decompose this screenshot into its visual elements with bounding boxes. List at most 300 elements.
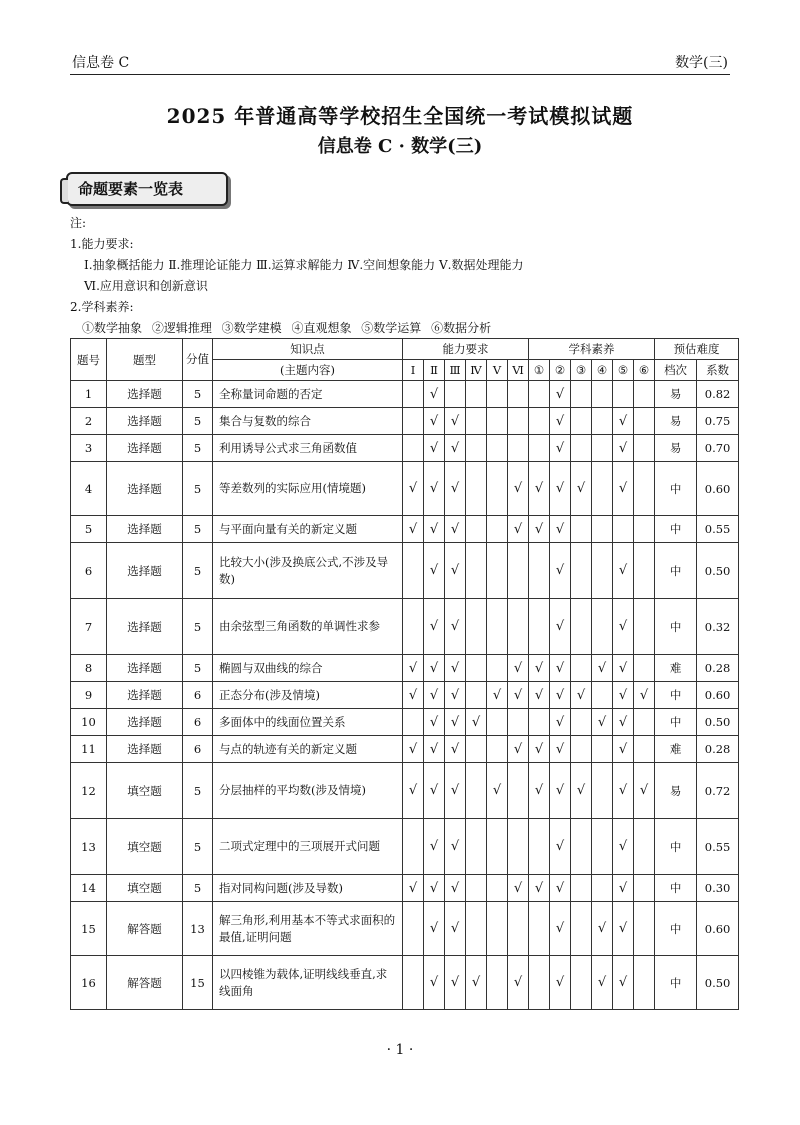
ability-cell-5: √ bbox=[487, 763, 508, 819]
knowledge-point: 二项式定理中的三项展开式问题 bbox=[213, 819, 403, 875]
table-row bbox=[71, 682, 739, 709]
difficulty-level: 易 bbox=[655, 408, 697, 435]
difficulty-level: 中 bbox=[655, 819, 697, 875]
ability-cell-2: √ bbox=[424, 682, 445, 709]
ability-cell-2: √ bbox=[424, 763, 445, 819]
literacy-cell-3 bbox=[571, 516, 592, 543]
difficulty-level: 易 bbox=[655, 763, 697, 819]
literacy-col-4: ④ bbox=[592, 360, 613, 381]
question-type: 选择题 bbox=[107, 381, 183, 408]
ability-line-1: Ⅰ.抽象概括能力 Ⅱ.推理论证能力 Ⅲ.运算求解能力 Ⅳ.空间想象能力 Ⅴ.数据处理能力 bbox=[84, 258, 524, 272]
ability-cell-1 bbox=[403, 956, 424, 1010]
col-header-type: 题型 bbox=[107, 339, 183, 381]
question-type: 选择题 bbox=[107, 516, 183, 543]
knowledge-point: 以四棱锥为载体,证明线线垂直,求线面角 bbox=[213, 956, 403, 1010]
ability-cell-5 bbox=[487, 408, 508, 435]
literacy-cell-5: √ bbox=[613, 435, 634, 462]
table-row bbox=[71, 408, 739, 435]
ability-cell-4 bbox=[466, 763, 487, 819]
literacy-cell-1: √ bbox=[529, 875, 550, 902]
literacy-cell-1: √ bbox=[529, 736, 550, 763]
literacy-cell-3 bbox=[571, 381, 592, 408]
literacy-cell-6 bbox=[634, 462, 655, 516]
literacy-cell-4 bbox=[592, 682, 613, 709]
literacy-cell-6 bbox=[634, 709, 655, 736]
literacy-cell-2: √ bbox=[550, 381, 571, 408]
ability-cell-6 bbox=[508, 902, 529, 956]
literacy-cell-4 bbox=[592, 875, 613, 902]
literacy-cell-2: √ bbox=[550, 516, 571, 543]
literacy-cell-5: √ bbox=[613, 819, 634, 875]
page-title: 2025 年普通高等学校招生全国统一考试模拟试题 bbox=[166, 104, 634, 128]
table-row bbox=[71, 516, 739, 543]
literacy-cell-4 bbox=[592, 462, 613, 516]
notes-label: 注: bbox=[70, 216, 87, 230]
ability-cell-6 bbox=[508, 763, 529, 819]
literacy-cell-4 bbox=[592, 516, 613, 543]
ability-cell-4 bbox=[466, 381, 487, 408]
question-number: 15 bbox=[71, 902, 107, 956]
ability-cell-6: √ bbox=[508, 956, 529, 1010]
ability-cell-1 bbox=[403, 381, 424, 408]
banner-label: 命题要素一览表 bbox=[78, 180, 184, 198]
ability-col-3: Ⅲ bbox=[445, 360, 466, 381]
ability-col-1: Ⅰ bbox=[403, 360, 424, 381]
question-score: 5 bbox=[183, 655, 213, 682]
difficulty-level: 易 bbox=[655, 435, 697, 462]
table-row bbox=[71, 435, 739, 462]
literacy-cell-5 bbox=[613, 516, 634, 543]
table-row bbox=[71, 819, 739, 875]
difficulty-coef: 0.28 bbox=[697, 655, 739, 682]
ability-cell-5 bbox=[487, 381, 508, 408]
knowledge-point: 与平面向量有关的新定义题 bbox=[213, 516, 403, 543]
question-type: 选择题 bbox=[107, 655, 183, 682]
question-score: 13 bbox=[183, 902, 213, 956]
ability-cell-4 bbox=[466, 516, 487, 543]
literacy-cell-2: √ bbox=[550, 408, 571, 435]
question-number: 10 bbox=[71, 709, 107, 736]
question-type: 解答题 bbox=[107, 902, 183, 956]
question-number: 2 bbox=[71, 408, 107, 435]
question-number: 11 bbox=[71, 736, 107, 763]
ability-cell-1 bbox=[403, 543, 424, 599]
question-score: 15 bbox=[183, 956, 213, 1010]
question-score: 5 bbox=[183, 381, 213, 408]
ability-cell-4 bbox=[466, 682, 487, 709]
ability-cell-6 bbox=[508, 435, 529, 462]
difficulty-coef: 0.70 bbox=[697, 435, 739, 462]
literacy-cell-4 bbox=[592, 819, 613, 875]
literacy-cell-3 bbox=[571, 902, 592, 956]
question-number: 12 bbox=[71, 763, 107, 819]
knowledge-point: 比较大小(涉及换底公式,不涉及导数) bbox=[213, 543, 403, 599]
ability-cell-4 bbox=[466, 462, 487, 516]
page-header bbox=[70, 50, 730, 75]
literacy-cell-5: √ bbox=[613, 462, 634, 516]
knowledge-point: 全称量词命题的否定 bbox=[213, 381, 403, 408]
literacy-cell-6 bbox=[634, 543, 655, 599]
ability-title: 1.能力要求: bbox=[70, 237, 134, 251]
ability-cell-5 bbox=[487, 543, 508, 599]
col-header-num: 题号 bbox=[71, 339, 107, 381]
literacy-cell-1 bbox=[529, 819, 550, 875]
page-subtitle: 信息卷 C · 数学(三) bbox=[317, 136, 483, 157]
question-type: 选择题 bbox=[107, 736, 183, 763]
literacy-cell-3 bbox=[571, 543, 592, 599]
literacy-cell-6 bbox=[634, 819, 655, 875]
literacy-cell-5: √ bbox=[613, 709, 634, 736]
question-type: 选择题 bbox=[107, 709, 183, 736]
question-score: 6 bbox=[183, 736, 213, 763]
ability-cell-5 bbox=[487, 655, 508, 682]
difficulty-level: 难 bbox=[655, 736, 697, 763]
literacy-cell-3 bbox=[571, 435, 592, 462]
ability-cell-6: √ bbox=[508, 682, 529, 709]
literacy-cell-5: √ bbox=[613, 599, 634, 655]
table-body bbox=[71, 381, 739, 1010]
col-header-kp: 知识点 bbox=[213, 339, 403, 360]
table-row bbox=[71, 655, 739, 682]
difficulty-level: 中 bbox=[655, 462, 697, 516]
ability-cell-6 bbox=[508, 408, 529, 435]
literacy-cell-4 bbox=[592, 736, 613, 763]
literacy-cell-4: √ bbox=[592, 709, 613, 736]
ability-cell-4 bbox=[466, 819, 487, 875]
ability-cell-5 bbox=[487, 956, 508, 1010]
ability-cell-2: √ bbox=[424, 819, 445, 875]
literacy-cell-3 bbox=[571, 655, 592, 682]
col-header-level: 档次 bbox=[655, 360, 697, 381]
table-row bbox=[71, 462, 739, 516]
difficulty-coef: 0.60 bbox=[697, 902, 739, 956]
difficulty-coef: 0.30 bbox=[697, 875, 739, 902]
ability-cell-4 bbox=[466, 736, 487, 763]
difficulty-level: 中 bbox=[655, 543, 697, 599]
literacy-cell-6 bbox=[634, 875, 655, 902]
literacy-cell-2: √ bbox=[550, 655, 571, 682]
table-row bbox=[71, 381, 739, 408]
ability-cell-2: √ bbox=[424, 956, 445, 1010]
question-type: 选择题 bbox=[107, 682, 183, 709]
literacy-cell-4 bbox=[592, 435, 613, 462]
literacy-cell-6 bbox=[634, 599, 655, 655]
question-number: 14 bbox=[71, 875, 107, 902]
question-score: 6 bbox=[183, 709, 213, 736]
literacy-col-2: ② bbox=[550, 360, 571, 381]
knowledge-point: 指对同构问题(涉及导数) bbox=[213, 875, 403, 902]
literacy-cell-4: √ bbox=[592, 655, 613, 682]
ability-cell-4 bbox=[466, 543, 487, 599]
ability-cell-5 bbox=[487, 902, 508, 956]
literacy-cell-5: √ bbox=[613, 655, 634, 682]
ability-cell-6: √ bbox=[508, 462, 529, 516]
ability-cell-5 bbox=[487, 709, 508, 736]
question-number: 7 bbox=[71, 599, 107, 655]
literacy-cell-6 bbox=[634, 956, 655, 1010]
literacy-cell-3 bbox=[571, 599, 592, 655]
ability-cell-1: √ bbox=[403, 462, 424, 516]
ability-cell-1 bbox=[403, 599, 424, 655]
table-row bbox=[71, 736, 739, 763]
question-score: 5 bbox=[183, 543, 213, 599]
ability-cell-2: √ bbox=[424, 902, 445, 956]
literacy-cell-1: √ bbox=[529, 763, 550, 819]
ability-cell-5 bbox=[487, 819, 508, 875]
difficulty-level: 中 bbox=[655, 516, 697, 543]
question-score: 5 bbox=[183, 875, 213, 902]
knowledge-point: 利用诱导公式求三角函数值 bbox=[213, 435, 403, 462]
ability-cell-4 bbox=[466, 408, 487, 435]
literacy-cell-4 bbox=[592, 599, 613, 655]
question-score: 5 bbox=[183, 462, 213, 516]
question-number: 5 bbox=[71, 516, 107, 543]
ability-cell-5 bbox=[487, 736, 508, 763]
knowledge-point: 分层抽样的平均数(涉及情境) bbox=[213, 763, 403, 819]
question-score: 6 bbox=[183, 682, 213, 709]
knowledge-point: 集合与复数的综合 bbox=[213, 408, 403, 435]
literacy-cell-2: √ bbox=[550, 543, 571, 599]
literacy-cell-6 bbox=[634, 408, 655, 435]
ability-cell-6 bbox=[508, 543, 529, 599]
ability-cell-2: √ bbox=[424, 408, 445, 435]
ability-cell-2: √ bbox=[424, 381, 445, 408]
question-score: 5 bbox=[183, 819, 213, 875]
literacy-cell-6 bbox=[634, 736, 655, 763]
ability-cell-6 bbox=[508, 381, 529, 408]
difficulty-level: 中 bbox=[655, 599, 697, 655]
table-row bbox=[71, 763, 739, 819]
literacy-cell-2: √ bbox=[550, 682, 571, 709]
literacy-cell-4: √ bbox=[592, 956, 613, 1010]
notes-block bbox=[70, 213, 523, 339]
question-number: 9 bbox=[71, 682, 107, 709]
ability-cell-1: √ bbox=[403, 763, 424, 819]
ability-cell-1: √ bbox=[403, 736, 424, 763]
ability-cell-2: √ bbox=[424, 709, 445, 736]
literacy-cell-4: √ bbox=[592, 902, 613, 956]
literacy-cell-2: √ bbox=[550, 763, 571, 819]
question-number: 16 bbox=[71, 956, 107, 1010]
ability-cell-3: √ bbox=[445, 902, 466, 956]
literacy-cell-5: √ bbox=[613, 736, 634, 763]
literacy-cell-1: √ bbox=[529, 516, 550, 543]
literacy-cell-1 bbox=[529, 902, 550, 956]
ability-cell-5: √ bbox=[487, 682, 508, 709]
ability-cell-6: √ bbox=[508, 875, 529, 902]
literacy-cell-3 bbox=[571, 736, 592, 763]
col-header-ability: 能力要求 bbox=[403, 339, 529, 360]
knowledge-point: 等差数列的实际应用(情境题) bbox=[213, 462, 403, 516]
literacy-cell-5: √ bbox=[613, 682, 634, 709]
literacy-cell-1: √ bbox=[529, 655, 550, 682]
header-left: 信息卷 C bbox=[72, 55, 130, 71]
ability-cell-6: √ bbox=[508, 736, 529, 763]
table-row bbox=[71, 599, 739, 655]
literacy-cell-1 bbox=[529, 543, 550, 599]
ability-cell-4 bbox=[466, 902, 487, 956]
literacy-cell-5: √ bbox=[613, 875, 634, 902]
banner-scroll-decoration bbox=[60, 178, 68, 204]
literacy-cell-6: √ bbox=[634, 682, 655, 709]
ability-cell-4 bbox=[466, 875, 487, 902]
ability-cell-6 bbox=[508, 819, 529, 875]
ability-col-5: Ⅴ bbox=[487, 360, 508, 381]
literacy-cell-5: √ bbox=[613, 408, 634, 435]
literacy-cell-3: √ bbox=[571, 682, 592, 709]
ability-cell-4 bbox=[466, 435, 487, 462]
literacy-cell-2: √ bbox=[550, 736, 571, 763]
literacy-title: 2.学科素养: bbox=[70, 300, 134, 314]
ability-cell-5 bbox=[487, 516, 508, 543]
literacy-cell-6: √ bbox=[634, 763, 655, 819]
ability-cell-3: √ bbox=[445, 599, 466, 655]
knowledge-point: 正态分布(涉及情境) bbox=[213, 682, 403, 709]
question-type: 选择题 bbox=[107, 435, 183, 462]
literacy-cell-5: √ bbox=[613, 763, 634, 819]
ability-cell-3: √ bbox=[445, 655, 466, 682]
ability-cell-6: √ bbox=[508, 516, 529, 543]
knowledge-point: 多面体中的线面位置关系 bbox=[213, 709, 403, 736]
difficulty-coef: 0.60 bbox=[697, 682, 739, 709]
literacy-col-3: ③ bbox=[571, 360, 592, 381]
question-number: 4 bbox=[71, 462, 107, 516]
ability-cell-4: √ bbox=[466, 709, 487, 736]
col-header-score: 分值 bbox=[183, 339, 213, 381]
literacy-cell-2: √ bbox=[550, 435, 571, 462]
ability-col-2: Ⅱ bbox=[424, 360, 445, 381]
ability-cell-3: √ bbox=[445, 736, 466, 763]
difficulty-coef: 0.32 bbox=[697, 599, 739, 655]
literacy-cell-2: √ bbox=[550, 819, 571, 875]
literacy-col-6: ⑥ bbox=[634, 360, 655, 381]
literacy-cell-2: √ bbox=[550, 902, 571, 956]
ability-cell-3: √ bbox=[445, 819, 466, 875]
ability-cell-3: √ bbox=[445, 543, 466, 599]
literacy-cell-3 bbox=[571, 819, 592, 875]
literacy-cell-5: √ bbox=[613, 902, 634, 956]
question-number: 6 bbox=[71, 543, 107, 599]
literacy-cell-1: √ bbox=[529, 682, 550, 709]
ability-cell-3 bbox=[445, 381, 466, 408]
literacy-cell-6 bbox=[634, 516, 655, 543]
ability-cell-4 bbox=[466, 599, 487, 655]
literacy-cell-3 bbox=[571, 956, 592, 1010]
literacy-cell-3 bbox=[571, 709, 592, 736]
question-type: 解答题 bbox=[107, 956, 183, 1010]
knowledge-point: 椭圆与双曲线的综合 bbox=[213, 655, 403, 682]
question-number: 13 bbox=[71, 819, 107, 875]
question-type: 选择题 bbox=[107, 462, 183, 516]
literacy-cell-5: √ bbox=[613, 956, 634, 1010]
ability-cell-2: √ bbox=[424, 516, 445, 543]
table-row bbox=[71, 543, 739, 599]
literacy-cell-3 bbox=[571, 875, 592, 902]
literacy-cell-2: √ bbox=[550, 462, 571, 516]
literacy-cell-1 bbox=[529, 408, 550, 435]
literacy-cell-4 bbox=[592, 381, 613, 408]
question-score: 5 bbox=[183, 763, 213, 819]
ability-cell-3: √ bbox=[445, 516, 466, 543]
ability-cell-1 bbox=[403, 709, 424, 736]
literacy-cell-5: √ bbox=[613, 543, 634, 599]
ability-cell-1: √ bbox=[403, 655, 424, 682]
ability-cell-3: √ bbox=[445, 462, 466, 516]
ability-cell-5 bbox=[487, 875, 508, 902]
literacy-col-1: ① bbox=[529, 360, 550, 381]
difficulty-coef: 0.50 bbox=[697, 956, 739, 1010]
ability-cell-3: √ bbox=[445, 408, 466, 435]
literacy-cell-2: √ bbox=[550, 956, 571, 1010]
literacy-cell-5 bbox=[613, 381, 634, 408]
header-right: 数学(三) bbox=[675, 55, 728, 71]
difficulty-coef: 0.50 bbox=[697, 543, 739, 599]
question-score: 5 bbox=[183, 408, 213, 435]
difficulty-level: 中 bbox=[655, 956, 697, 1010]
col-header-literacy: 学科素养 bbox=[529, 339, 655, 360]
ability-cell-2: √ bbox=[424, 736, 445, 763]
ability-cell-4: √ bbox=[466, 956, 487, 1010]
question-number: 1 bbox=[71, 381, 107, 408]
ability-cell-1: √ bbox=[403, 682, 424, 709]
difficulty-level: 难 bbox=[655, 655, 697, 682]
ability-cell-2: √ bbox=[424, 655, 445, 682]
ability-col-4: Ⅳ bbox=[466, 360, 487, 381]
literacy-cell-4 bbox=[592, 543, 613, 599]
table-row bbox=[71, 709, 739, 736]
table-row bbox=[71, 956, 739, 1010]
literacy-cell-1: √ bbox=[529, 462, 550, 516]
literacy-cell-3 bbox=[571, 408, 592, 435]
knowledge-point: 解三角形,利用基本不等式求面积的最值,证明问题 bbox=[213, 902, 403, 956]
difficulty-level: 中 bbox=[655, 709, 697, 736]
ability-cell-1: √ bbox=[403, 875, 424, 902]
literacy-cell-4 bbox=[592, 763, 613, 819]
ability-cell-1 bbox=[403, 408, 424, 435]
col-header-kp-sub: (主题内容) bbox=[213, 360, 403, 381]
table-row bbox=[71, 875, 739, 902]
question-score: 5 bbox=[183, 435, 213, 462]
difficulty-level: 中 bbox=[655, 902, 697, 956]
difficulty-level: 易 bbox=[655, 381, 697, 408]
literacy-cell-1 bbox=[529, 956, 550, 1010]
ability-cell-2: √ bbox=[424, 435, 445, 462]
ability-cell-2: √ bbox=[424, 462, 445, 516]
ability-cell-6 bbox=[508, 599, 529, 655]
knowledge-point: 由余弦型三角函数的单调性求参 bbox=[213, 599, 403, 655]
literacy-cell-2: √ bbox=[550, 709, 571, 736]
ability-cell-1 bbox=[403, 902, 424, 956]
literacy-cell-4 bbox=[592, 408, 613, 435]
ability-cell-5 bbox=[487, 462, 508, 516]
literacy-cell-6 bbox=[634, 902, 655, 956]
literacy-cell-1 bbox=[529, 599, 550, 655]
page-number: · 1 · bbox=[386, 1042, 414, 1058]
literacy-cell-3: √ bbox=[571, 763, 592, 819]
literacy-cell-3: √ bbox=[571, 462, 592, 516]
ability-cell-6 bbox=[508, 709, 529, 736]
ability-cell-3: √ bbox=[445, 875, 466, 902]
ability-col-6: Ⅵ bbox=[508, 360, 529, 381]
question-type: 选择题 bbox=[107, 599, 183, 655]
literacy-cell-2: √ bbox=[550, 599, 571, 655]
ability-cell-2: √ bbox=[424, 543, 445, 599]
difficulty-coef: 0.28 bbox=[697, 736, 739, 763]
ability-cell-5 bbox=[487, 599, 508, 655]
question-number: 3 bbox=[71, 435, 107, 462]
question-number: 8 bbox=[71, 655, 107, 682]
literacy-cell-1 bbox=[529, 381, 550, 408]
